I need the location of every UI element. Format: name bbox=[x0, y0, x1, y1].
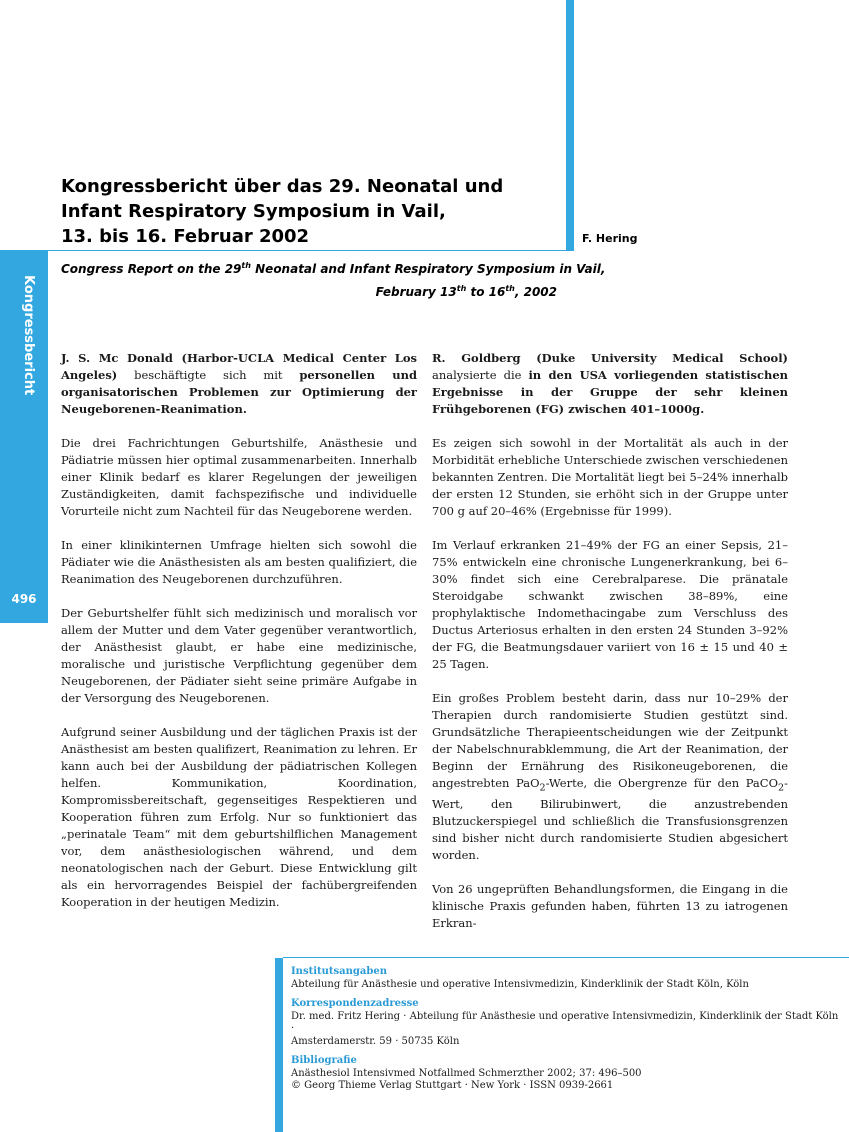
bibliography-block bbox=[291, 1055, 841, 1093]
paragraph: Ein großes Problem besteht darin, dass nur 10–29% der Therapien durch randomisierte Studien gestützt sind. Grundsätzliche Therapieentscheidungen wie der Zeitpunkt der Nabelschnurabklemmung, die Art der Reanimation, der Beginn der Ernährung des Risikoneugeborenen, die angestrebten PaO$_2$-Werte, die Obergrenze für den PaCO$_2$-Wert, den Bilirubinwert, die anzustrebenden Blutzuckerspiegel und schließlich die Transfusionsgrenzen sind bisher nicht durch randomisierte Studien abgesichert worden. bbox=[432, 691, 788, 863]
title-line: Infant Respiratory Symposium in Vail, bbox=[61, 201, 446, 222]
paragraph: Im Verlauf erkranken 21–49% der FG an einer Sepsis, 21–75% entwickeln eine chronische Lungenerkrankung, bei 6–30% findet sich eine Cerebralparese. Die pränatale Steroidgabe schwankt zwischen 38–89%, eine prophylaktische Indomethacingabe zum Verschluss des Ductus Arteriosus erhalten in den ersten 24 Stunden 3–92% der FG, die Beatmungsdauer variiert von 16 ± 15 und 40 ± 25 Tagen. bbox=[432, 538, 788, 671]
correspondence-line: Amsterdamerstr. 59 · 50735 Köln bbox=[291, 1035, 460, 1047]
top-accent-bar bbox=[566, 0, 574, 251]
affiliation-rule bbox=[283, 957, 849, 958]
institution-block bbox=[291, 966, 841, 991]
paragraph: Von 26 ungeprüften Behandlungsformen, die Eingang in die klinische Praxis gefunden haben, führten 13 zu iatrogenen Erkran- bbox=[432, 882, 788, 931]
author-name: F. Hering bbox=[582, 232, 638, 245]
title-line: Kongressbericht über das 29. Neonatal und bbox=[61, 176, 504, 197]
paragraph: Aufgrund seiner Ausbildung und der täglichen Praxis ist der Anästhesist am besten qualifizert, Reanimation zu lehren. Er kann auch bei der Ausbildung der pädiatrischen Kollegen helfen. Kommunikation, Koordination, Kompromissbereitschaft, gegenseitiges Respektieren und Kooperation führen zum Erfolg. Nur so funktioniert das „perinatale Team“ mit dem geburtshilflichen Management vor, dem anästhesiologischen während, und dem neonatologischen nach der Geburt. Diese Entwicklung gilt als ein hervorragendes Beispiel der fachübergreifenden Kooperation in der heutigen Medizin. bbox=[61, 725, 417, 909]
right-column bbox=[432, 350, 788, 949]
paragraph: Die drei Fachrichtungen Geburtshilfe, Anästhesie und Pädiatrie müssen hier optimal zusammenarbeiten. Innerhalb einer Klinik bedarf es klarer Regelungen der jeweiligen Zuständigkeiten, damit fachspezifische und individuelle Vorurteile nicht zum Nachteil für das Neugeborene werden. bbox=[61, 436, 417, 518]
subtitle-line: Congress Report on the 29th Neonatal and Infant Respiratory Symposium in Vail, bbox=[61, 261, 606, 276]
paragraph: Der Geburtshelfer fühlt sich medizinisch und moralisch vor allem der Mutter und dem Vater gegenüber verantwortlich, der Anästhesist glaubt, er habe eine medizinische, moralische und juristische Verpflichtung gegenüber dem Neugeborenen, der Pädiater sieht seine primäre Aufgabe in der Versorgung des Neugeborenen. bbox=[61, 606, 417, 705]
affiliation-box bbox=[291, 966, 841, 1100]
title-rule bbox=[0, 250, 566, 251]
institution-text: Abteilung für Anästhesie und operative Intensivmedizin, Kinderklinik der Stadt Köln, Köln bbox=[291, 978, 749, 990]
article-title bbox=[61, 174, 551, 249]
correspondence-line: Dr. med. Fritz Hering · Abteilung für Anästhesie und operative Intensivmedizin, Kinderklinik der Stadt Köln · bbox=[291, 1010, 839, 1034]
title-line: 13. bis 16. Februar 2002 bbox=[61, 226, 310, 247]
left-column bbox=[61, 350, 417, 928]
paragraph: Es zeigen sich sowohl in der Mortalität als auch in der Morbidität erhebliche Unterschiede zwischen verschiedenen bekannten Zentren. Die Mortalität liegt bei 5–24% innerhalb der ersten 12 Stunden, sie erhöht sich in der Gruppe unter 700 g auf 20–46% (Ergebnisse für 1999). bbox=[432, 436, 788, 518]
paragraph: R. Goldberg (Duke University Medical School) analysierte die in den USA vorliegenden statistischen Ergebnisse in der Gruppe der sehr kleinen Frühgeborenen (FG) zwischen 401–1000g. bbox=[432, 351, 788, 416]
paragraph: In einer klinikinternen Umfrage hielten sich sowohl die Pädiater wie die Anästhesisten als am besten qualifiziert, die Reanimation des Neugeborenen durchzuführen. bbox=[61, 538, 417, 586]
bibliography-heading: Bibliografie bbox=[291, 1055, 357, 1066]
subtitle-line: February 13th to 16th, 2002 bbox=[375, 284, 557, 299]
bibliography-line: Anästhesiol Intensivmed Notfallmed Schmerzther 2002; 37: 496–500 bbox=[291, 1067, 642, 1079]
page-number: 496 bbox=[11, 592, 37, 606]
paragraph: J. S. Mc Donald (Harbor-UCLA Medical Center Los Angeles) beschäftigte sich mit personellen und organisatorischen Problemen zur Optimierung der Neugeborenen-Reanimation. bbox=[61, 351, 418, 416]
affiliation-accent-bar bbox=[275, 958, 283, 1132]
institution-heading: Institutsangaben bbox=[291, 966, 387, 977]
section-side-label: Kongressbericht bbox=[21, 275, 36, 396]
correspondence-block bbox=[291, 998, 841, 1048]
correspondence-heading: Korrespondenzadresse bbox=[291, 998, 419, 1009]
english-subtitle bbox=[61, 256, 606, 302]
bibliography-line: © Georg Thieme Verlag Stuttgart · New York · ISSN 0939-2661 bbox=[291, 1080, 614, 1091]
